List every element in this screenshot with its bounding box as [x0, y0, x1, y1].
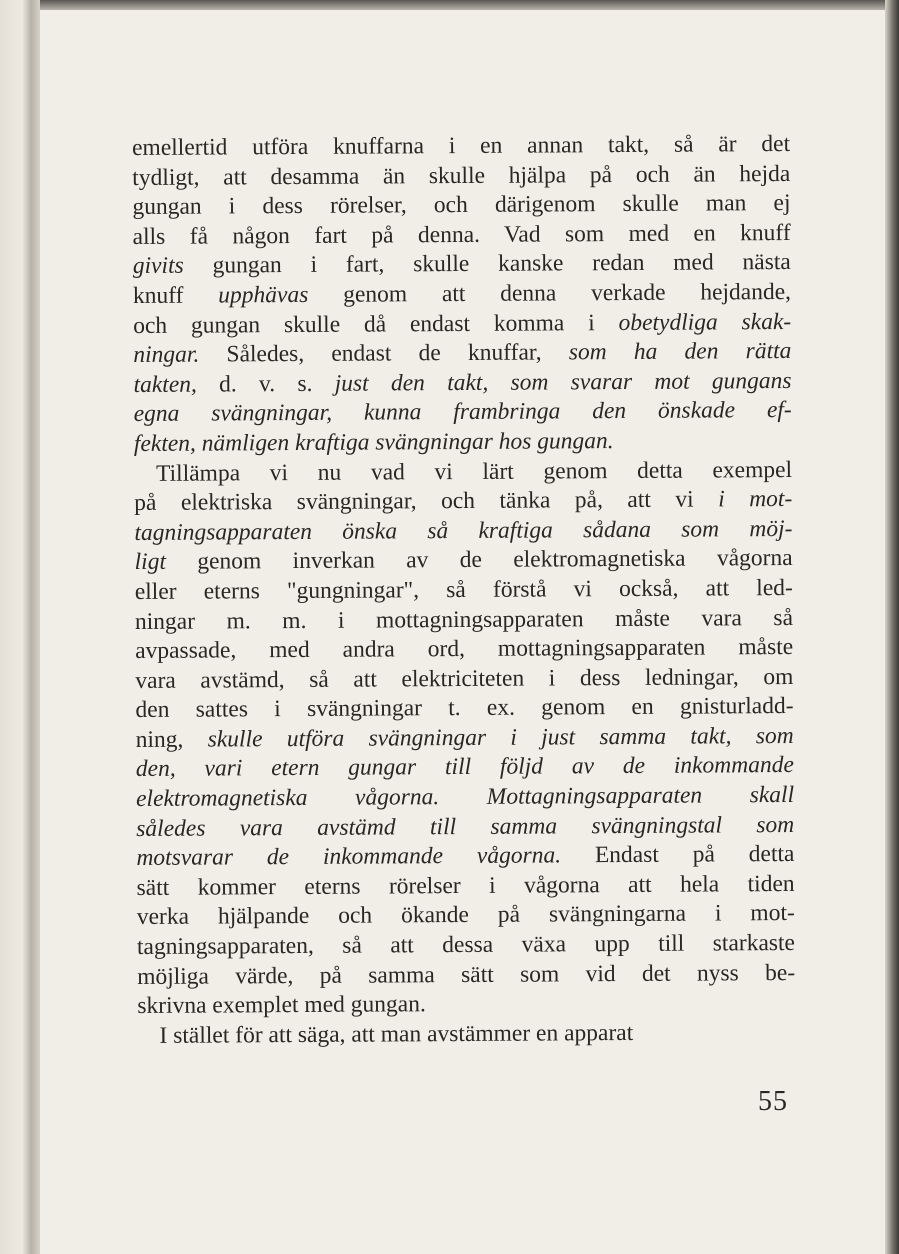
italic-text-run: egna svängningar, kunna frambringa den önskade ef- [133, 397, 792, 428]
text-run: ningar m. m. i mottagningsapparaten måste vara så [134, 604, 794, 635]
text-run: sätt kommer eterns rörelser i vågorna att hela tiden [136, 870, 795, 901]
text-line [133, 219, 791, 253]
text-line [136, 781, 794, 815]
italic-text-run: motsvarar de inkommande vågorna. [136, 842, 562, 872]
italic-text-run: just den takt, som svarar mot gungans [334, 367, 792, 397]
text-run: d. v. s. [196, 370, 335, 398]
text-line [132, 130, 790, 164]
text-run: verka hjälpande och ökande på svängningarna i mot- [136, 900, 795, 931]
italic-text-run: skulle utföra svängningar i just samma takt, som [207, 722, 794, 753]
italic-text-run: obetydliga skak- [618, 308, 792, 336]
text-line [137, 1018, 795, 1052]
text-line [133, 278, 791, 312]
italic-text-run: i mot- [718, 486, 793, 513]
text-line [134, 426, 792, 460]
text-line [137, 899, 795, 933]
text-line [132, 160, 790, 194]
text-line [135, 663, 793, 697]
italic-text-run: den, vari etern gungar till följd av de inkommande [135, 752, 794, 783]
text-run: genom inverkan av de elektromagnetiska vågorna [165, 545, 793, 576]
text-line [136, 751, 794, 785]
text-line [136, 840, 794, 874]
text-line [136, 811, 794, 845]
italic-text-run: takten, [133, 371, 197, 398]
italic-text-run: tagningsapparaten önska så kraftiga sådana som möj- [134, 515, 793, 546]
text-line [133, 308, 791, 342]
text-line [137, 959, 795, 993]
text-run: gungan i fart, skulle kanske redan med nästa [183, 249, 791, 280]
text-run: Tillämpa vi nu vad vi lärt genom detta exempel [155, 456, 793, 487]
italic-text-run: fekten, nämligen kraftiga svängningar hos gungan. [133, 428, 614, 457]
text-run: tydligt, att desamma än skulle hjälpa på och än hejda [132, 160, 791, 191]
text-line [135, 544, 793, 578]
text-line [135, 574, 793, 608]
text-line [133, 248, 791, 282]
book-gutter [0, 0, 40, 1254]
italic-text-run: givits [132, 253, 184, 280]
italic-text-run: således vara avstämd till samma svängningstal som [136, 811, 795, 842]
italic-text-run: som ha den rätta [568, 338, 792, 366]
text-line [134, 396, 792, 430]
text-line [135, 603, 793, 637]
text-line [134, 515, 792, 549]
text-run: Således, endast de knuffar, [199, 339, 569, 368]
text-run: på elektriska svängningar, och tänka på, att vi [134, 486, 719, 517]
text-run: genom att denna verkade hejdande, [308, 278, 792, 308]
text-run: möjliga värde, på samma sätt som vid det nyss be- [137, 959, 796, 990]
text-run: ning, [135, 726, 208, 753]
text-run: knuff [132, 282, 219, 309]
text-line [135, 692, 793, 726]
text-line [134, 456, 792, 490]
page-number: 55 [758, 1086, 788, 1117]
text-line [137, 870, 795, 904]
text-run: I stället för att säga, att man avstämmer en apparat [159, 1019, 634, 1049]
italic-text-run: elektromagnetiska vågorna. Mottagningsapparaten skall [135, 782, 795, 813]
text-run: alls få någon fart på denna. Vad som med en knuff [132, 219, 791, 250]
text-line [136, 722, 794, 756]
text-line [133, 367, 791, 401]
text-line [137, 988, 795, 1022]
body-text [132, 130, 796, 1051]
text-run: emellertid utföra knuffarna i en annan takt, så är det [132, 130, 791, 161]
italic-text-run: ningar. [133, 341, 200, 369]
text-line [133, 337, 791, 371]
text-run: avpassade, med andra ord, mottagningsapparaten måste [135, 634, 794, 665]
text-run: den sattes i svängningar t. ex. genom en gnisturladd- [135, 693, 794, 724]
text-line [137, 929, 795, 963]
text-run: vara avstämd, så att elektriciteten i dess ledningar, om [135, 663, 794, 694]
text-run: eller eterns "gungningar", så förstå vi också, att led- [134, 574, 793, 605]
text-run: gungan i dess rörelser, och därigenom skulle man ej [132, 190, 791, 221]
text-run: och gungan skulle då endast komma i [133, 309, 619, 339]
text-run: Endast på detta [560, 841, 795, 869]
text-run: skrivna exemplet med gungan. [137, 991, 426, 1020]
text-line [135, 633, 793, 667]
text-line [134, 485, 792, 519]
italic-text-run: upphävas [218, 281, 309, 309]
text-run: tagningsapparaten, så att dessa växa upp till starkaste [136, 929, 796, 961]
italic-text-run: ligt [134, 549, 167, 576]
book-fore-edge [885, 0, 899, 1254]
text-line [132, 189, 790, 223]
